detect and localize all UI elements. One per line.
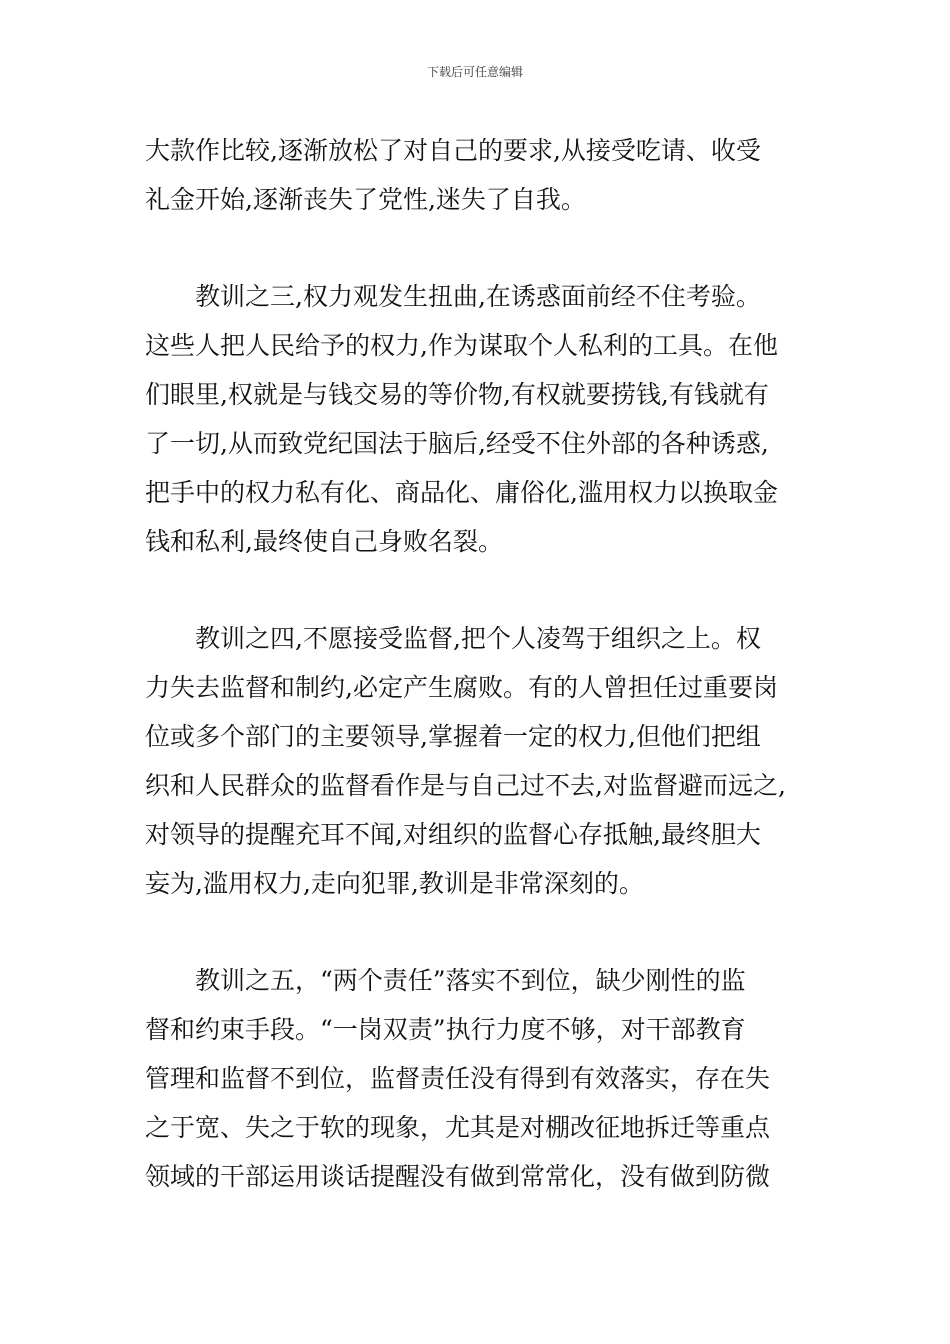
text-line: 教训之四,不愿接受监督,把个人凌驾于组织之上。权	[145, 624, 761, 653]
text-line: 管理和监督不到位，监督责任没有得到有效落实，存在失	[145, 1064, 771, 1093]
text-line: 大款作比较,逐渐放松了对自己的要求,从接受吃请、收受	[145, 136, 761, 165]
text-line: 督和约束手段。“一岗双责”执行力度不够，对干部教育	[145, 1015, 746, 1044]
paragraph-2	[145, 272, 810, 566]
text-line: 位或多个部门的主要领导,掌握着一定的权力,但他们把组	[145, 722, 761, 751]
text-line: 教训之三,权力观发生扭曲,在诱惑面前经不住考验。	[145, 282, 761, 311]
text-line: 教训之五，“两个责任”落实不到位，缺少刚性的监	[145, 966, 746, 995]
paragraph-gap	[145, 566, 810, 614]
paragraph-gap	[145, 224, 810, 272]
text-line: 礼金开始,逐渐丧失了党性,迷失了自我。	[145, 185, 586, 214]
text-line: 领域的干部运用谈话提醒没有做到常常化，没有做到防微	[145, 1162, 771, 1191]
text-line: 之于宽、失之于软的现象，尤其是对棚改征地拆迁等重点	[145, 1113, 771, 1142]
paragraph-4	[145, 956, 810, 1201]
text-line: 钱和私利,最终使自己身败名裂。	[145, 527, 503, 556]
text-line: 们眼里,权就是与钱交易的等价物,有权就要捞钱,有钱就有	[145, 380, 769, 409]
text-line: 妄为,滥用权力,走向犯罪,教训是非常深刻的。	[145, 869, 644, 898]
paragraph-gap	[145, 908, 810, 956]
text-line: 了一切,从而致党纪国法于脑后,经受不住外部的各种诱惑,	[145, 429, 769, 458]
paragraph-3	[145, 614, 810, 908]
text-line: 织和人民群众的监督看作是与自己过不去,对监督避而远之,	[145, 771, 786, 800]
text-line: 对领导的提醒充耳不闻,对组织的监督心存抵触,最终胆大	[145, 820, 761, 849]
page-header: 下载后可任意编辑	[426, 65, 523, 79]
paragraph-1	[145, 126, 810, 224]
text-line: 力失去监督和制约,必定产生腐败。有的人曾担任过重要岗	[145, 673, 778, 702]
document-body	[145, 126, 810, 1201]
text-line: 把手中的权力私有化、商品化、庸俗化,滥用权力以换取金	[145, 478, 778, 507]
text-line: 这些人把人民给予的权力,作为谋取个人私利的工具。在他	[145, 331, 778, 360]
